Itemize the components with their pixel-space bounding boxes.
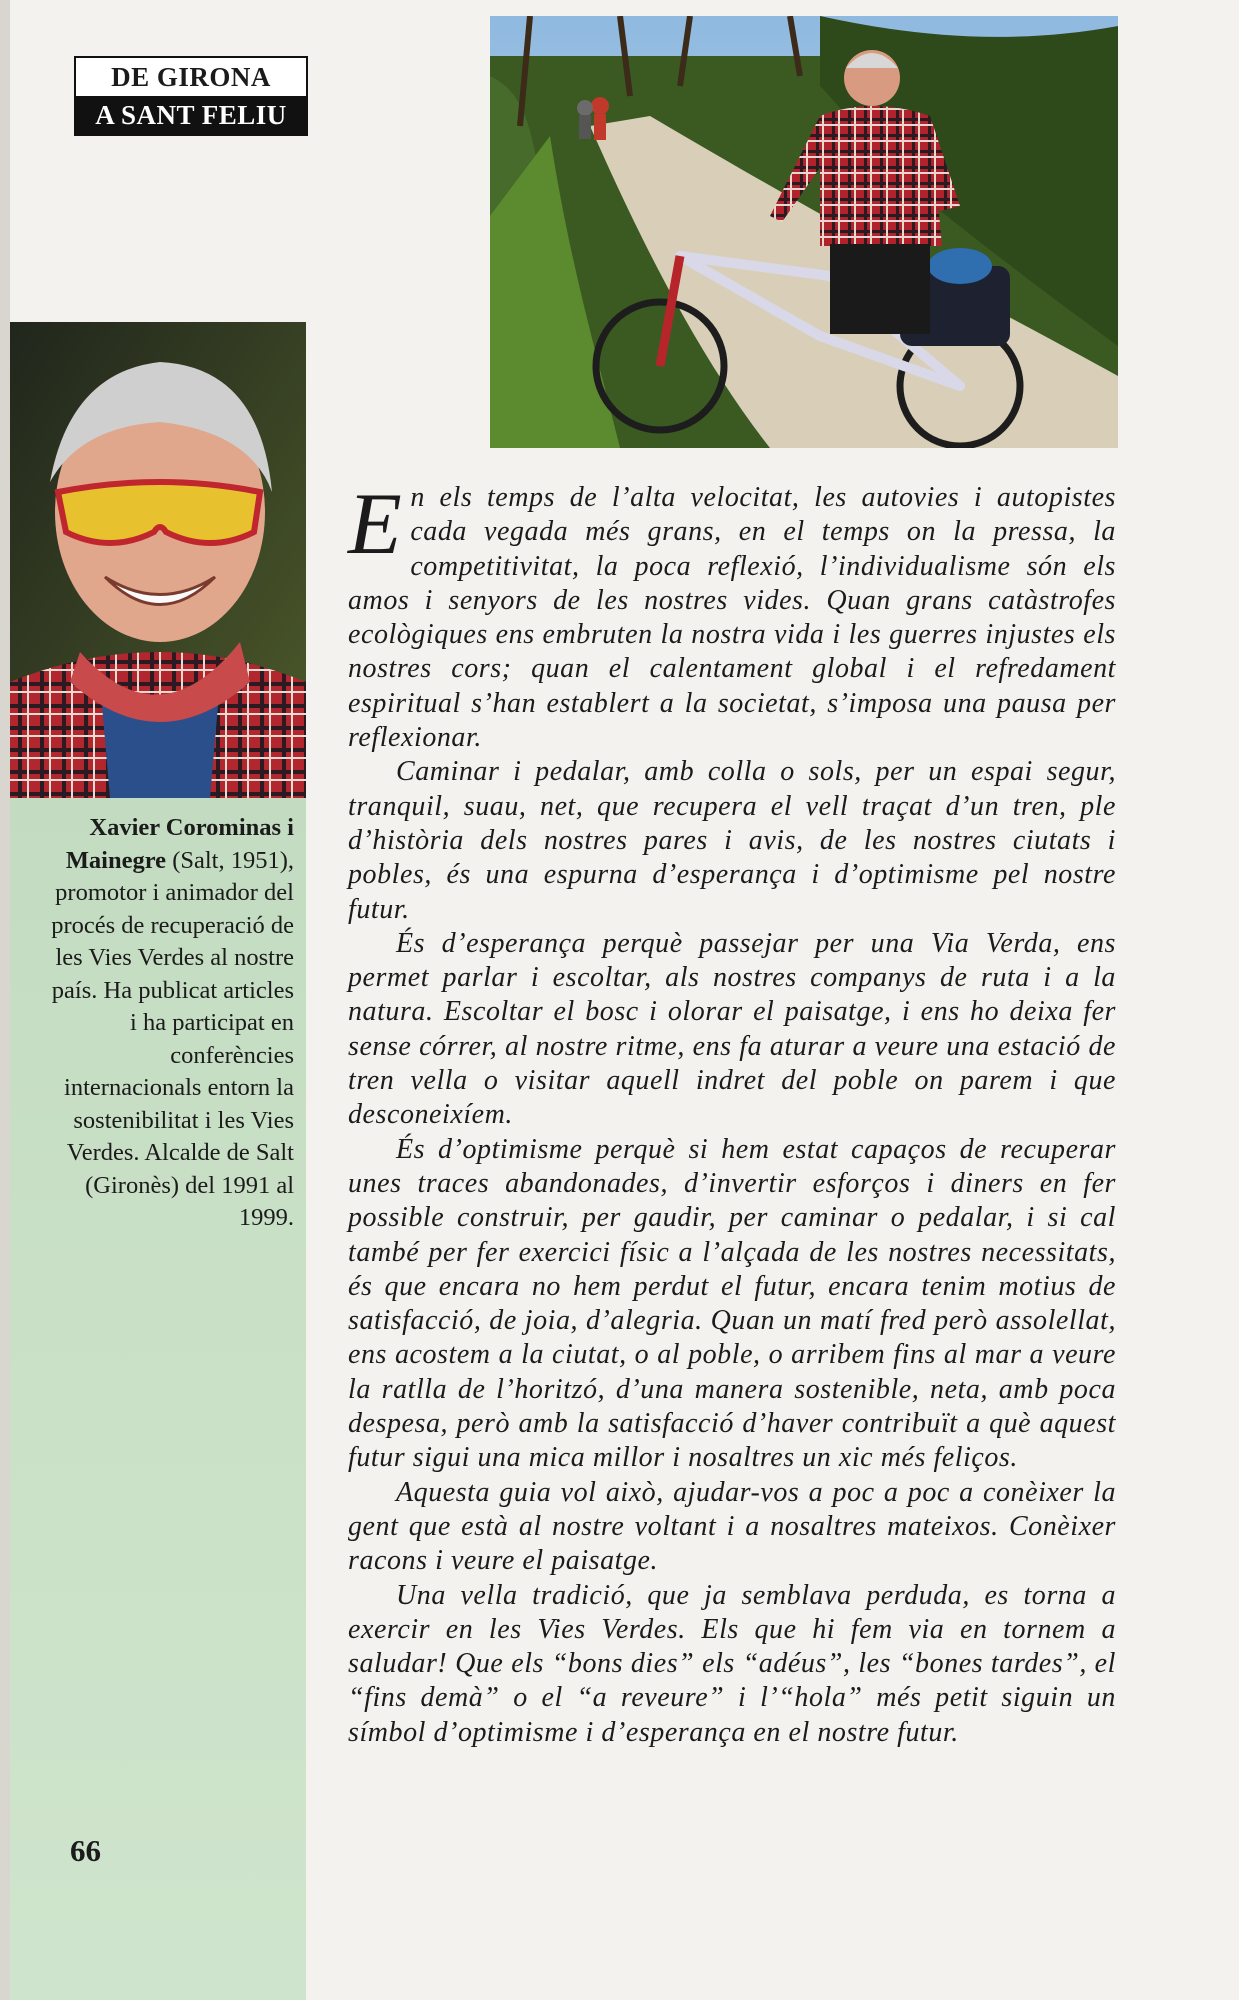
article-paragraph: Una vella tradició, que ja semblava perduda, es torna a exercir en les Vies Verdes. Els que hi fem via en tornem a saludar! Que els “bons dies” els “adéus”, les “bones tardes”, el “fins demà” o el “a reveure” i l’“hola” més petit siguin un símbol d’optimisme i d’esperança en el nostre futur.: [348, 1579, 1116, 1748]
article-paragraph: [348, 476, 1116, 755]
article-paragraph: Caminar i pedalar, amb colla o sols, per un espai segur, tranquil, suau, net, que recupera el vell traçat d’un tren, ple d’història dels nostres pares i avis, de les nostres ciutats i pobles, és una espurna d’esperança i d’optimisme pel nostre futur.: [348, 756, 1116, 925]
cyclist-photo: [490, 16, 1118, 448]
section-label: [74, 56, 308, 136]
section-label-line2: A SANT FELIU: [76, 96, 306, 134]
author-portrait-photo: [10, 322, 306, 798]
author-bio-text: (Salt, 1951), promotor i animador del procés de recuperació de les Vies Verdes al nostre país. Ha publicat articles i ha participat en conferències internacionals entorn la sostenibilitat i les Vies Verdes. Alcalde de Salt (Gironès) del 1991 al 1999.: [51, 846, 294, 1231]
article-body: [348, 476, 1116, 1750]
page-number: 66: [70, 1833, 101, 1868]
article-paragraph: És d’esperança perquè passejar per una Via Verda, ens permet parlar i escoltar, als nostres companys de ruta i a la natura. Escoltar el bosc i olorar el paisatge, i ens ho deixa fer sense córrer, al nostre ritme, ens fa aturar a veure una estació de tren vella o visitar aquell indret del poble on parem i que desconeixíem.: [348, 927, 1116, 1131]
author-bio: [40, 812, 294, 1235]
page-spine: [0, 0, 10, 2000]
author-name: Xavier Corominas i Mainegre: [65, 814, 294, 874]
article-paragraph: Aquesta guia vol això, ajudar-vos a poc a poc a conèixer la gent que està al nostre voltant i a nosaltres mateixos. Conèixer racons i veure el paisatge.: [348, 1476, 1116, 1577]
article-paragraph: És d’optimisme perquè si hem estat capaços de recuperar unes traces abandonades, d’invertir esforços i diners en fer possible construir, per gaudir, per caminar o pedalar, i si cal també per fer exercici físic a l’alçada de les nostres necessitats, és que encara no hem perdut el futur, encara tenim motius de satisfacció, de joia, d’alegria. Quan un matí fred però assolellat, ens acostem a la ciutat, o al poble, o arribem fins al mar a veure la ratlla de l’horitzó, d’una manera sostenible, neta, amb poca despesa, però amb la satisfacció d’haver contribuït a què aquest futur sigui una mica millor i nosaltres un xic més feliços.: [348, 1133, 1116, 1474]
article-paragraph-text: n els temps de l’alta velocitat, les autovies i autopistes cada vegada més grans, en el temps on la pressa, la competitivitat, la poca reflexió, l’individualisme són els amos i senyors de les nostres vides. Quan grans catàstrofes ecològiques ens embruten la nostra vida i les guerres injustes els nostres cors; quan el calentament global i el refredament espiritual s’han establert a la societat, s’imposa una pausa per reflexionar.: [348, 482, 1116, 754]
drop-cap: E: [348, 476, 403, 573]
section-label-line1: DE GIRONA: [111, 62, 271, 92]
